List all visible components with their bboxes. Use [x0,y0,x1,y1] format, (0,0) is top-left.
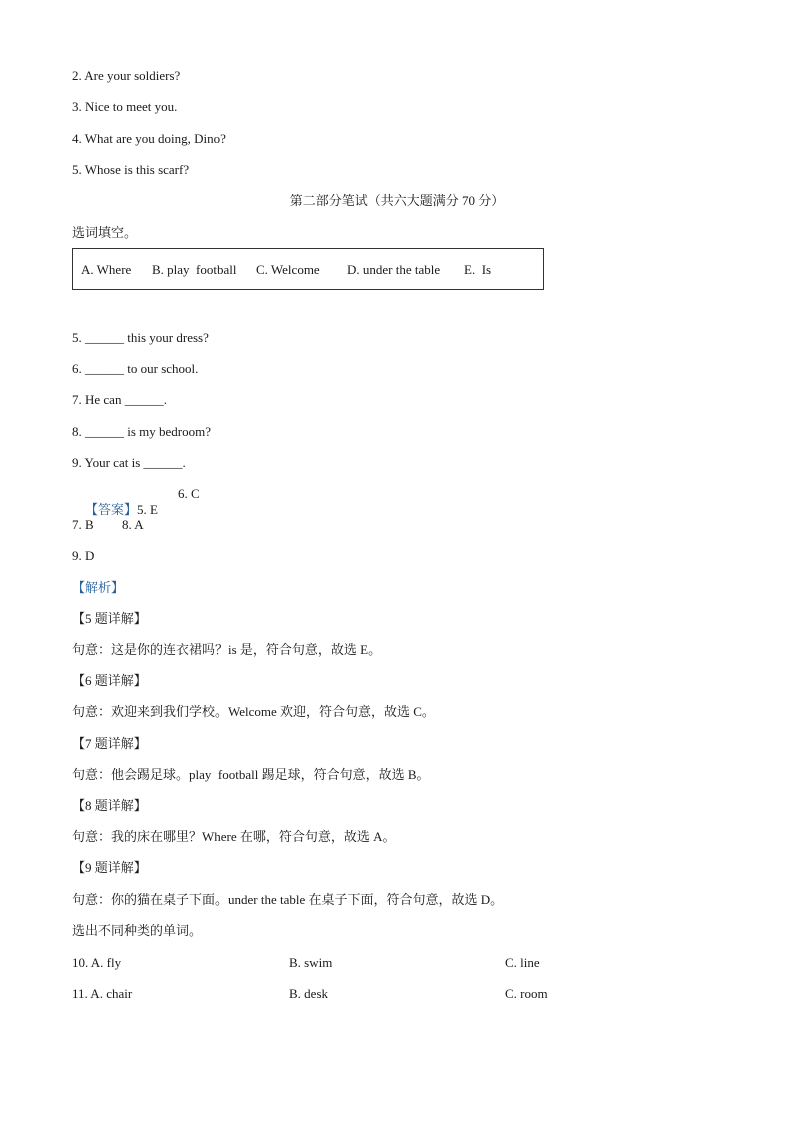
detail-heading: 【7 题详解】 [72,736,147,751]
detail-text: 句意：我的床在哪里？Where 在哪，符合句意，故选 A。 [72,829,396,844]
answer-item: 9. D [72,548,95,563]
odd-option: C. line [505,955,540,970]
answer-item: 8. A [122,517,144,532]
detail-heading: 【8 题详解】 [72,798,147,813]
question-line: 3. Nice to meet you. [72,99,178,114]
fill-question: 6. ______ to our school. [72,361,199,376]
word-options-box [72,248,544,290]
detail-heading: 【6 题详解】 [72,673,147,688]
option-e: E. Is [464,262,492,277]
detail-heading: 【5 题详解】 [72,611,147,626]
odd-option: 10. A. fly [72,955,122,970]
odd-option: 11. A. chair [72,986,133,1001]
fill-question: 8. ______ is my bedroom? [72,424,212,439]
odd-instruction: 选出不同种类的单词。 [72,923,203,938]
section-title: 第二部分笔试（共六大题满分 70 分） [289,193,505,208]
detail-text: 句意：这是你的连衣裙吗？is 是，符合句意，故选 E。 [72,642,382,657]
analysis-label: 【解析】 [72,580,125,595]
question-line: 2. Are your soldiers? [72,68,181,83]
option-a: A. Where [81,262,132,277]
answer-item: 7. B [72,517,94,532]
option-b: B. play football [152,262,237,277]
option-c: C. Welcome [256,262,320,277]
answer-item: 5. E [137,502,158,517]
answer-label: 【答案】 [85,502,138,517]
detail-text: 句意：你的猫在桌子下面。under the table 在桌子下面，符合句意，故选 D。 [72,892,504,907]
question-line: 5. Whose is this scarf? [72,162,190,177]
fill-instruction: 选词填空。 [72,225,138,240]
option-d: D. under the table [347,262,441,277]
detail-heading: 【9 题详解】 [72,860,147,875]
answer-item: 6. C [178,486,200,501]
odd-option: C. room [505,986,548,1001]
fill-question: 5. ______ this your dress? [72,330,209,345]
detail-text: 句意：他会踢足球。play football 踢足球，符合句意，故选 B。 [72,767,430,782]
fill-question: 7. He can ______. [72,392,167,407]
fill-question: 9. Your cat is ______. [72,455,186,470]
odd-option: B. desk [289,986,328,1001]
odd-option: B. swim [289,955,333,970]
question-line: 4. What are you doing, Dino? [72,131,226,146]
detail-text: 句意：欢迎来到我们学校。Welcome 欢迎，符合句意，故选 C。 [72,704,435,719]
